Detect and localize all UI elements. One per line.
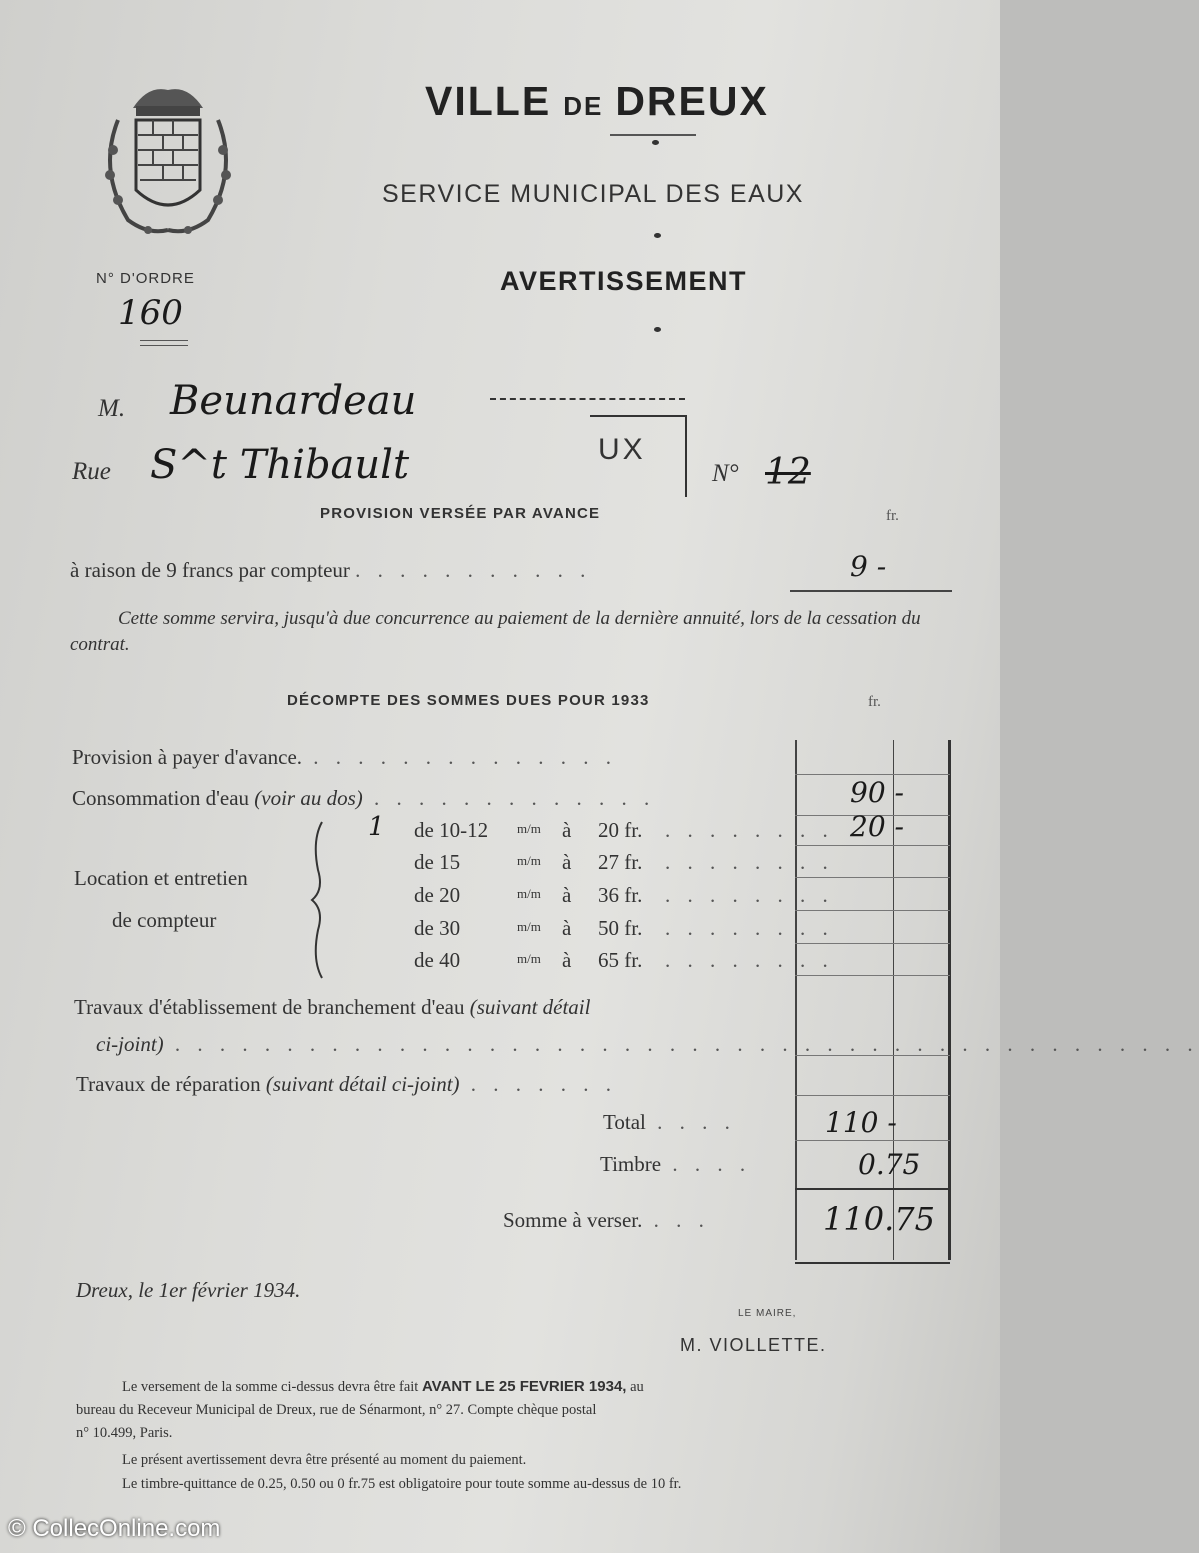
consommation-value: 90 - (850, 776, 904, 809)
provision-rate-value: 9 - (850, 550, 887, 583)
title-underline (610, 134, 696, 136)
ordre-label: N° D'ORDRE (96, 270, 195, 287)
ordre-underline-2 (140, 345, 188, 346)
payment-note-line-5: Le timbre-quittance de 0.25, 0.50 ou 0 fr.75 est obligatoire pour toute somme au-dessus de 10 fr. (122, 1476, 682, 1492)
service-subtitle: SERVICE MUNICIPAL DES EAUX (382, 180, 804, 208)
somme-label: Somme à verser. (503, 1208, 643, 1232)
table-row-line (795, 1140, 950, 1141)
number-value: 12 (765, 452, 811, 493)
consommation-label: Consommation d'eau (72, 786, 250, 810)
table-row-line (795, 943, 950, 944)
dash-line (490, 398, 685, 400)
payment-note-1c: au (630, 1379, 644, 1395)
meter-a: à (562, 850, 572, 874)
meter-price: 50 fr. (598, 916, 643, 940)
table-row-line (795, 774, 950, 775)
payment-note-line-4: Le présent avertissement devra être présenté au moment du paiement. (122, 1452, 527, 1468)
avert-dot (654, 327, 661, 332)
maire-name: M. VIOLLETTE. (680, 1335, 827, 1355)
provision-row: Provision à payer d'avance. . . . . . . . . . . . . . . (72, 745, 618, 769)
provision-rule (790, 590, 952, 592)
stamp-text: UX (598, 433, 646, 466)
meter-price: 27 fr. (598, 850, 643, 874)
meter-unit: m/m (517, 919, 541, 934)
meter-dots: . . . . . . . . (665, 883, 834, 907)
city-de: DE (563, 91, 604, 121)
table-row-line (795, 845, 950, 846)
meter-dots: . . . . . . . . (665, 850, 834, 874)
timbre-row: Timbre . . . . (600, 1152, 752, 1176)
reparation-label: Travaux de réparation (76, 1072, 261, 1096)
meter-unit: m/m (517, 853, 541, 868)
coat-of-arms-icon (88, 80, 248, 250)
total-row: Total . . . . (603, 1110, 736, 1134)
document-date: Dreux, le 1er février 1934. (76, 1278, 301, 1302)
meter-a: à (562, 883, 572, 907)
provision-rate-label: à raison de 9 francs par compteur (70, 558, 350, 582)
payment-deadline: AVANT LE 25 FEVRIER 1934, (421, 1378, 627, 1395)
city-title (425, 78, 769, 125)
number-label: N° (712, 460, 739, 487)
meter-price: 20 fr. (598, 818, 643, 842)
payment-note-line-2: bureau du Receveur Municipal de Dreux, rue de Sénarmont, n° 27. Compte chèque postal (76, 1402, 597, 1418)
subtitle-dot (654, 233, 661, 238)
travaux-row (74, 995, 590, 1020)
location-label-1: Location et entretien (74, 866, 248, 890)
payment-note-1a: Le versement de la somme ci-dessus devra être fait (122, 1379, 419, 1395)
maire-label: LE MAIRE, (738, 1308, 797, 1319)
meter-dots: . . . . . . . . (665, 948, 834, 972)
travaux-row-2: ci-joint) . . . . . . . . . . . . . . . . . . . . . . . . . . . . . . . . . . . . . . . . . . . . . . (96, 1032, 1199, 1056)
meter-size: de 20 (414, 883, 461, 907)
name-label: M. (98, 395, 126, 422)
meter-price: 36 fr. (598, 883, 643, 907)
decompte-heading: DÉCOMPTE DES SOMMES DUES POUR 1933 (287, 692, 650, 709)
provision-note: Cette somme servira, jusqu'à due concurrence au paiement de la dernière annuité, lors de la cessation du contrat. (70, 608, 921, 655)
meter-size: de 15 (414, 850, 461, 874)
payment-note-line-1 (122, 1378, 644, 1396)
total-label: Total (603, 1110, 646, 1134)
table-row-line (795, 910, 950, 911)
somme-row: Somme à verser. . . . (503, 1208, 710, 1232)
meter-unit: m/m (517, 886, 541, 901)
street-label: Rue (72, 458, 111, 485)
watermark: © CollecOnline.com (8, 1515, 221, 1542)
payment-note-line-3: n° 10.499, Paris. (76, 1425, 173, 1441)
meter-dots: . . . . . . . . (665, 818, 834, 842)
meter-price: 65 fr. (598, 948, 643, 972)
title-dot (652, 140, 659, 145)
travaux-label: Travaux d'établissement de branchement d'eau (74, 995, 465, 1019)
meter-dots: . . . . . . . . (665, 916, 834, 940)
reparation-row: Travaux de réparation (suivant détail ci-joint) . . . . . . . (76, 1072, 618, 1096)
provision-row-label: Provision à payer d'avance. (72, 745, 303, 769)
meter-a: à (562, 916, 572, 940)
meter-unit: m/m (517, 951, 541, 966)
travaux-note: (suivant détail (469, 995, 591, 1019)
table-row-line (795, 1188, 950, 1190)
meter-size: de 30 (414, 916, 461, 940)
city-prefix: VILLE (425, 78, 552, 124)
street-value: S^t Thibault (150, 442, 410, 488)
document-type: AVERTISSEMENT (500, 266, 748, 296)
timbre-label: Timbre (600, 1152, 662, 1176)
provision-rate-text: à raison de 9 francs par compteur . . . . . . . . . . . (70, 558, 592, 582)
somme-value: 110.75 (823, 1200, 935, 1238)
meter-size: de 10-12 (414, 818, 489, 842)
travaux-note-2: ci-joint) (96, 1032, 164, 1056)
provision-currency: fr. (886, 508, 899, 524)
meter-amount: 20 - (850, 810, 904, 843)
consommation-row: Consommation d'eau (voir au dos) . . . . . . . . . . . . . (72, 786, 656, 810)
meter-count: 1 (368, 812, 385, 842)
meter-unit: m/m (517, 821, 541, 836)
meter-a: à (562, 818, 572, 842)
ordre-value: 160 (118, 293, 183, 333)
location-label-2: de compteur (112, 908, 217, 932)
table-line-right (948, 740, 951, 1260)
reparation-note: (suivant détail ci-joint) (265, 1072, 460, 1096)
table-row-line (795, 1262, 950, 1264)
consommation-note: (voir au dos) (254, 786, 363, 810)
brace-icon (308, 820, 328, 980)
ordre-underline (140, 340, 188, 341)
provision-heading: PROVISION VERSÉE PAR AVANCE (320, 505, 601, 522)
table-row-line (795, 1095, 950, 1096)
name-value: Beunardeau (170, 378, 417, 424)
meter-a: à (562, 948, 572, 972)
city-name: DREUX (615, 78, 769, 124)
meter-size: de 40 (414, 948, 461, 972)
decompte-currency: fr. (868, 694, 881, 710)
timbre-value: 0.75 (858, 1148, 921, 1181)
total-value: 110 - (825, 1106, 897, 1139)
table-row-line (795, 975, 950, 976)
table-row-line (795, 877, 950, 878)
